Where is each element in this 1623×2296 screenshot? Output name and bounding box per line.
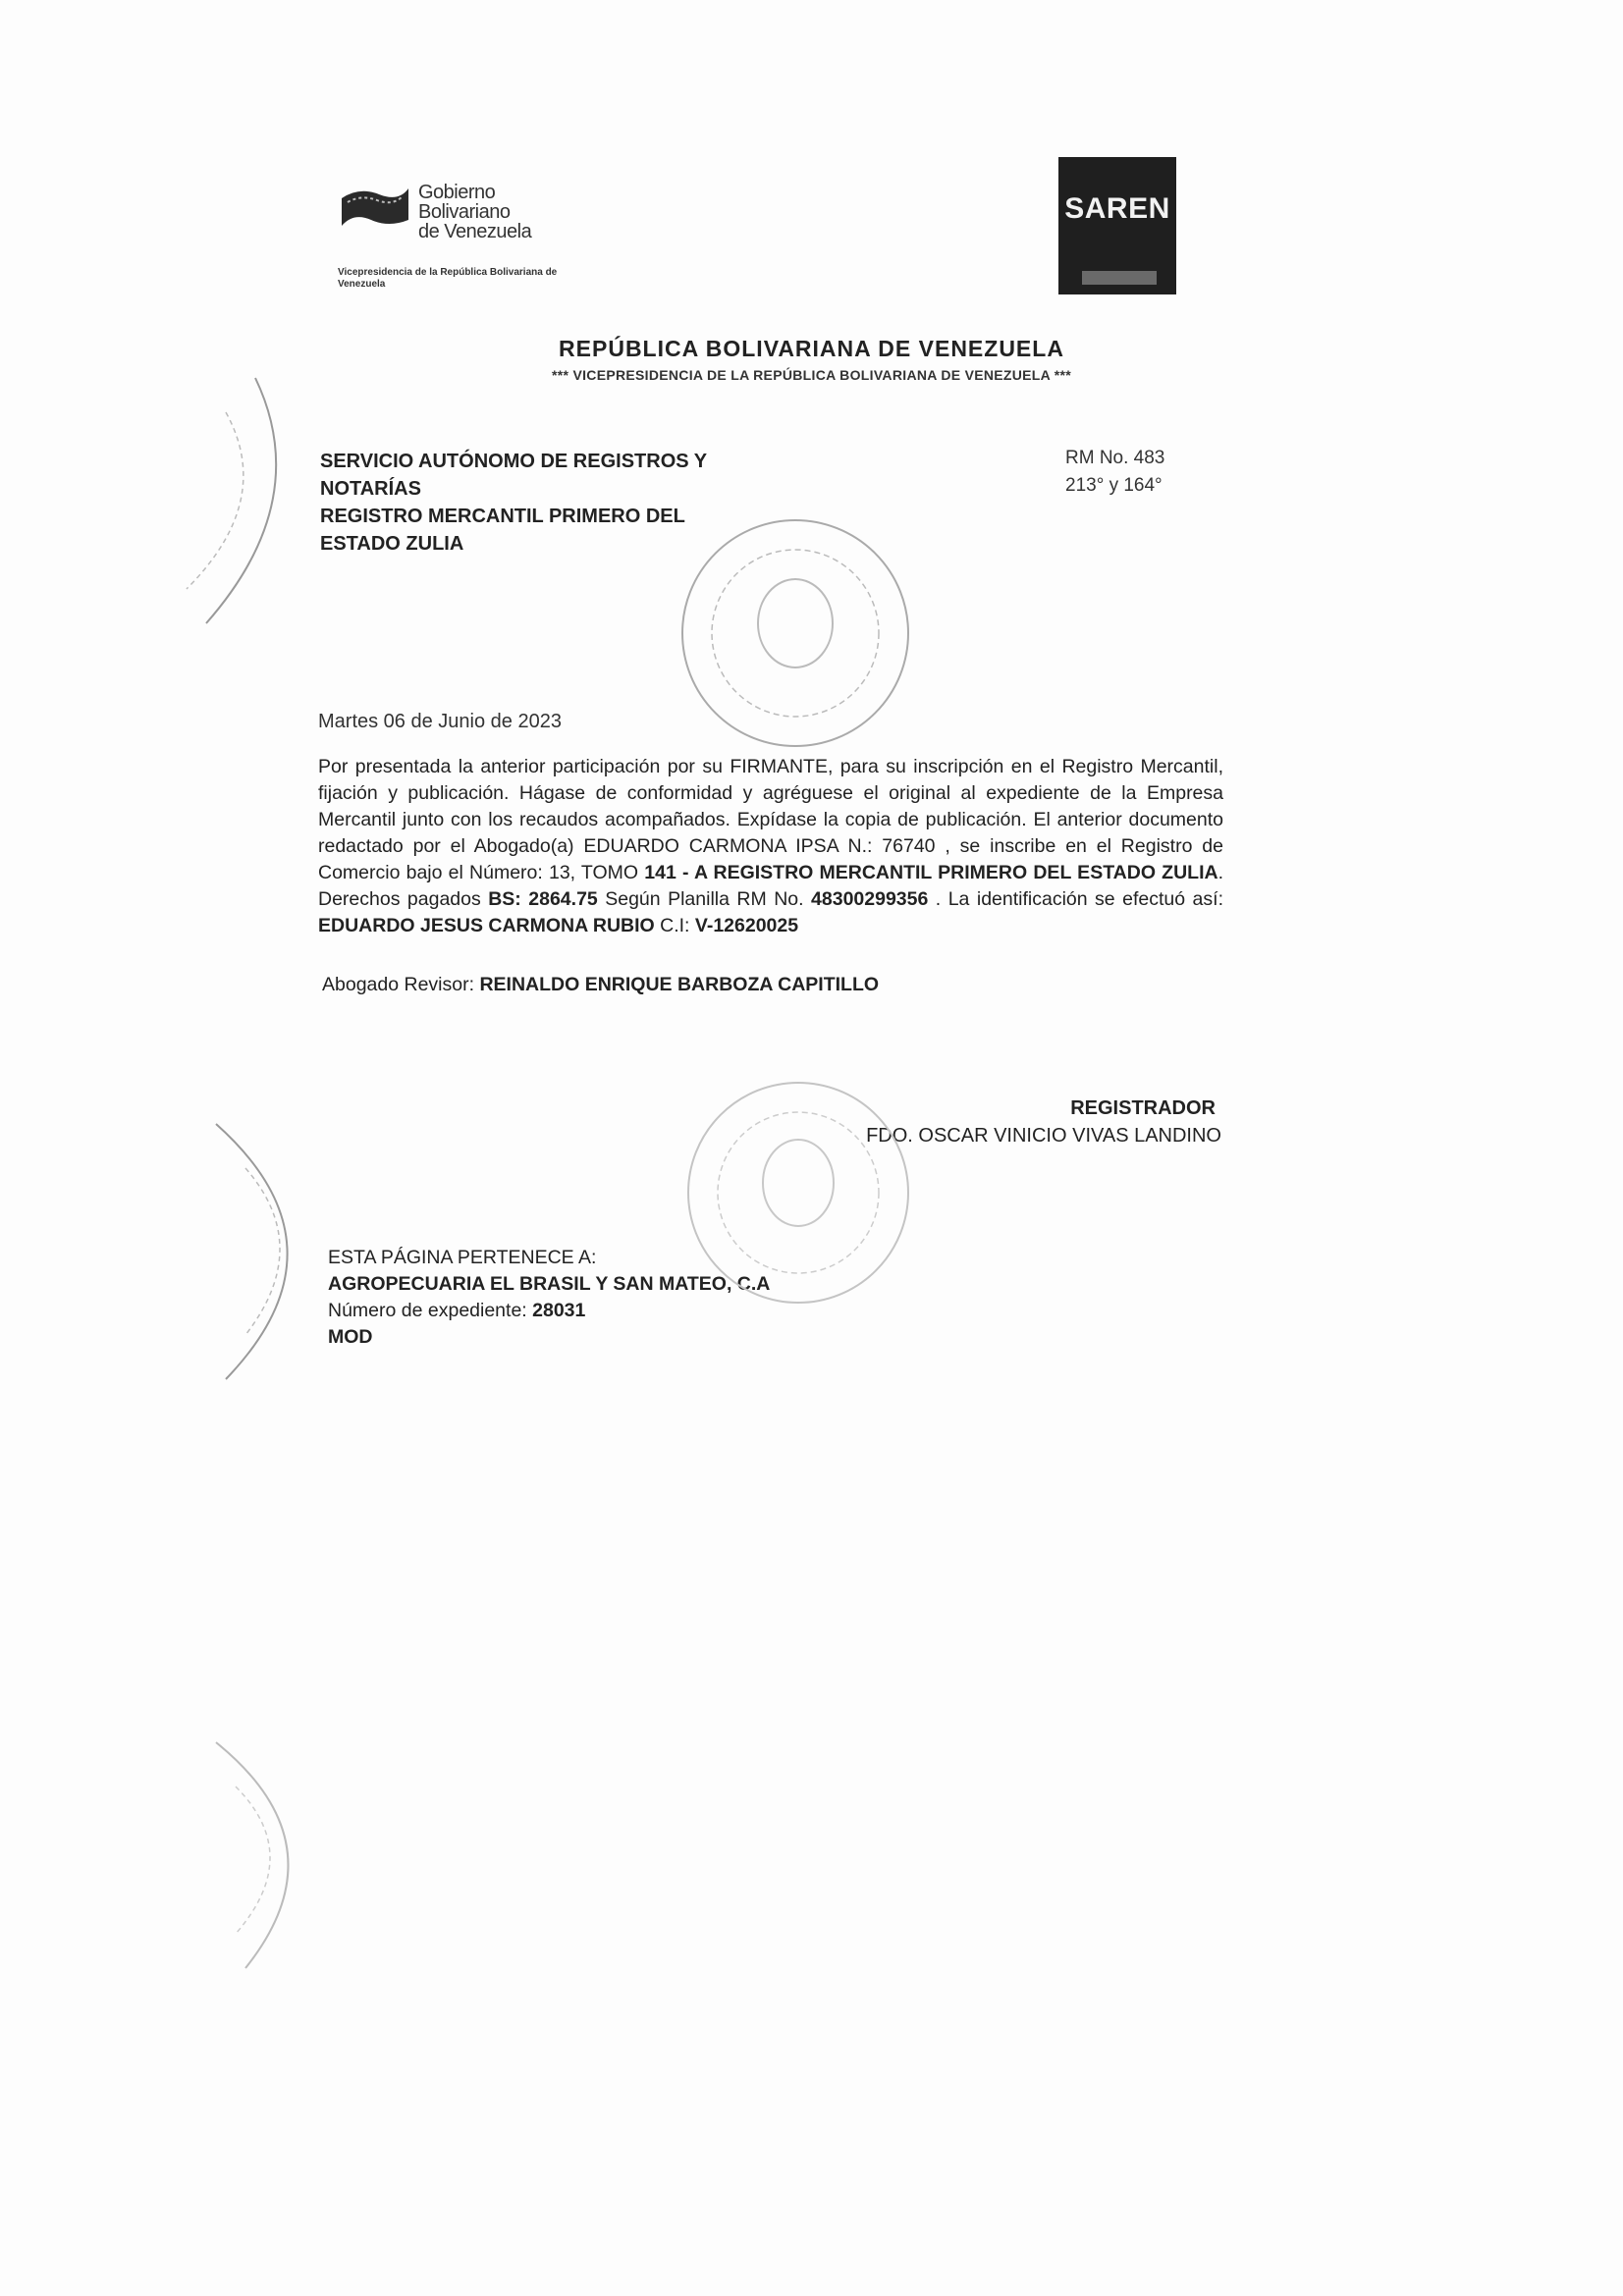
- company-name: AGROPECUARIA EL BRASIL Y SAN MATEO, C.A: [328, 1273, 771, 1295]
- rm-number: RM No. 483: [1065, 448, 1165, 468]
- saren-logo: [1058, 157, 1176, 294]
- office-block: [320, 448, 811, 558]
- signature-role: REGISTRADOR: [1070, 1097, 1216, 1119]
- revisor-label: Abogado Revisor:: [322, 974, 480, 995]
- body-text: Según Planilla RM No.: [597, 888, 812, 910]
- body-text: C.I:: [654, 915, 695, 936]
- office-line: NOTARÍAS: [320, 478, 421, 500]
- years-text: 213° y 164°: [1065, 475, 1163, 496]
- ownership-block: [328, 1245, 770, 1351]
- partial-stamp-left-3: [206, 1737, 324, 1973]
- planilla-number: 48300299356: [811, 888, 929, 910]
- saren-logo-strip: [1082, 271, 1157, 285]
- reference-block: [1065, 445, 1164, 500]
- expediente-line: [328, 1298, 770, 1324]
- signature-name: FDO. OSCAR VINICIO VIVAS LANDINO: [866, 1125, 1221, 1147]
- expediente-number: 28031: [532, 1300, 586, 1321]
- document-date: Martes 06 de Junio de 2023: [318, 711, 562, 732]
- mod-label: MOD: [328, 1326, 373, 1348]
- saren-logo-text: SAREN: [1064, 192, 1170, 225]
- revisor-name: REINALDO ENRIQUE BARBOZA CAPITILLO: [479, 974, 880, 995]
- office-line: ESTADO ZULIA: [320, 533, 464, 555]
- body-paragraph: [318, 754, 1223, 939]
- gobierno-logo-subtitle: Vicepresidencia de la República Bolivariana de Venezuela: [338, 267, 558, 290]
- partial-stamp-left-2: [206, 1119, 324, 1384]
- gobierno-logo: [334, 161, 569, 308]
- partial-stamp-left-1: [167, 373, 295, 628]
- gobierno-line-2: Bolivariano: [418, 201, 511, 223]
- identified-person: EDUARDO JESUS CARMONA RUBIO: [318, 915, 655, 936]
- body-text: . La identificación se efectuó así:: [928, 888, 1223, 910]
- gobierno-line-1: Gobierno: [418, 182, 496, 203]
- tomo-text: 141 - A REGISTRO MERCANTIL PRIMERO DEL ESTADO ZULIA: [644, 862, 1218, 883]
- ci-number: V-12620025: [694, 915, 799, 936]
- gobierno-line-3: de Venezuela: [418, 221, 532, 242]
- document-title: REPÚBLICA BOLIVARIANA DE VENEZUELA: [559, 336, 1064, 361]
- office-line: SERVICIO AUTÓNOMO DE REGISTROS Y: [320, 451, 708, 472]
- fees-amount: BS: 2864.75: [488, 888, 598, 910]
- body-text: . Derechos pagados: [318, 862, 1224, 910]
- body-text: Por presentada la anterior participación por su FIRMANTE, para su inscripción en el Registro Mercantil, fijación y publicación. Hágase de conformidad y agréguese el original al expediente de la Empresa Mercantil junto con los recaudos acompañados. Expídase la copia de publicación. El anterior documento redactado por el Abogado(a) EDUARDO CARMONA IPSA N.: 76740 , se inscribe en el Registro de Comercio bajo el Número: 13, TOMO: [318, 756, 1223, 883]
- revisor-line: [322, 974, 879, 996]
- flag-icon: [340, 181, 410, 232]
- document-subtitle: *** VICEPRESIDENCIA DE LA REPÚBLICA BOLIVARIANA DE VENEZUELA ***: [552, 367, 1071, 383]
- office-line: REGISTRO MERCANTIL PRIMERO DEL: [320, 506, 685, 527]
- expediente-label: Número de expediente:: [328, 1300, 533, 1321]
- pertenece-label: ESTA PÁGINA PERTENECE A:: [328, 1247, 597, 1268]
- gobierno-logo-text: [418, 183, 531, 241]
